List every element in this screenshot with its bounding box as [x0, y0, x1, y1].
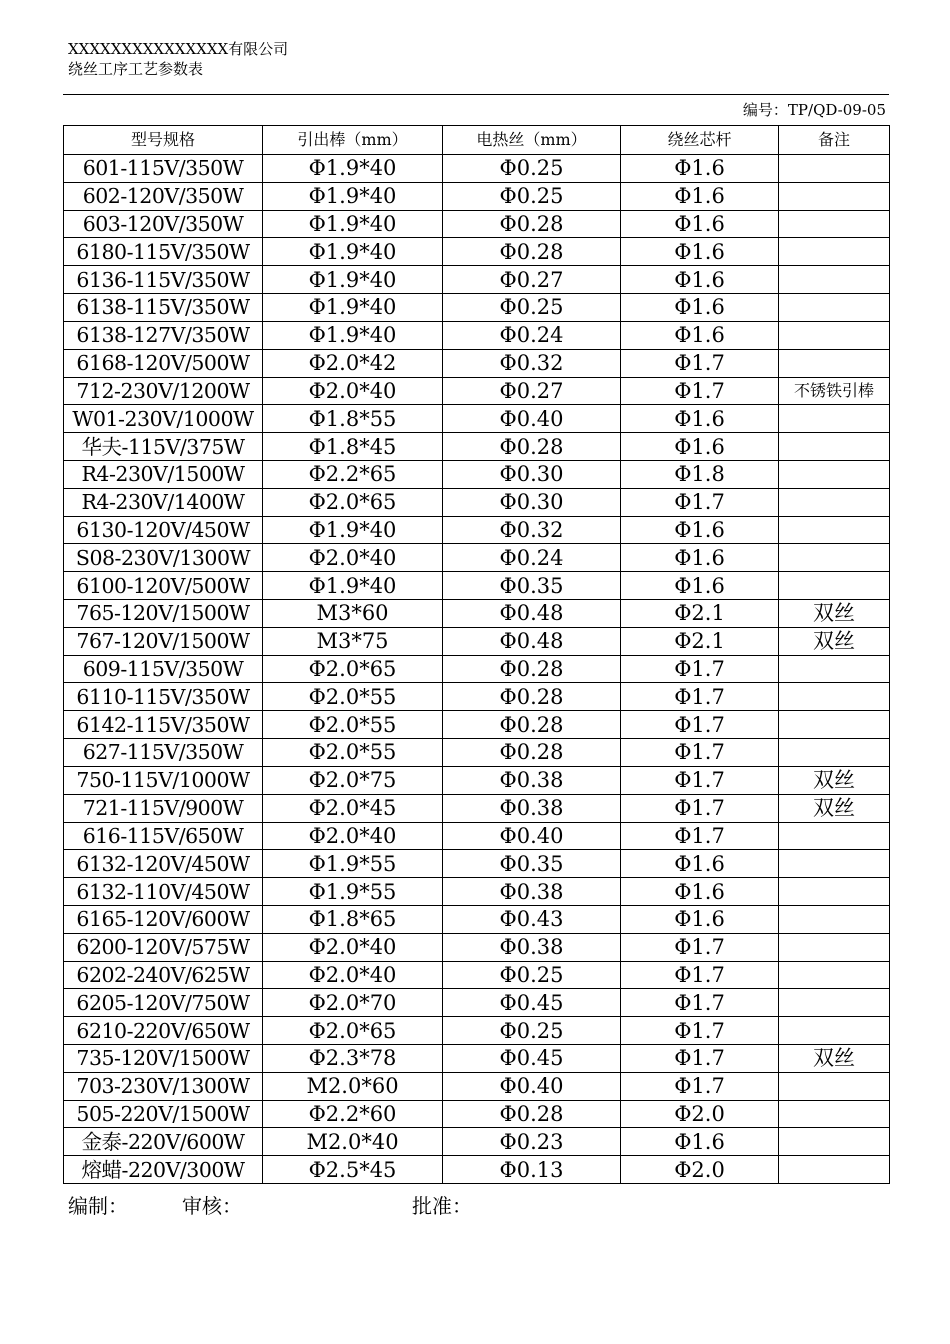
cell-lead-rod: Φ1.9*40 [263, 266, 443, 294]
cell-mandrel: Φ1.6 [621, 182, 779, 210]
cell-heating-wire: Φ0.27 [443, 266, 621, 294]
table-row [64, 460, 890, 488]
table-row [64, 1045, 890, 1073]
cell-model: 6110-115V/350W [64, 683, 263, 711]
table-row [64, 405, 890, 433]
cell-lead-rod: Φ1.9*55 [263, 850, 443, 878]
cell-model: 6138-115V/350W [64, 294, 263, 322]
table-row [64, 711, 890, 739]
cell-model: 765-120V/1500W [64, 600, 263, 628]
cell-model: W01-230V/1000W [64, 405, 263, 433]
cell-lead-rod: Φ2.0*42 [263, 349, 443, 377]
cell-heating-wire: Φ0.40 [443, 822, 621, 850]
prepared-by-label: 编制： [68, 1194, 128, 1218]
cell-mandrel: Φ1.6 [621, 266, 779, 294]
cell-lead-rod: Φ1.9*55 [263, 878, 443, 906]
table-row [64, 488, 890, 516]
cell-remarks [779, 294, 890, 322]
table-row [64, 572, 890, 600]
cell-model: 616-115V/650W [64, 822, 263, 850]
cell-mandrel: Φ1.7 [621, 794, 779, 822]
cell-remarks [779, 238, 890, 266]
cell-lead-rod: Φ2.0*70 [263, 989, 443, 1017]
cell-lead-rod: Φ2.0*40 [263, 822, 443, 850]
cell-mandrel: Φ2.1 [621, 600, 779, 628]
table-row [64, 961, 890, 989]
cell-heating-wire: Φ0.38 [443, 794, 621, 822]
cell-heating-wire: Φ0.28 [443, 683, 621, 711]
table-row [64, 266, 890, 294]
table-row [64, 321, 890, 349]
table-row [64, 905, 890, 933]
document-number: 编号：TP/QD-09-05 [742, 101, 886, 119]
cell-heating-wire: Φ0.43 [443, 905, 621, 933]
cell-remarks [779, 349, 890, 377]
table-row [64, 850, 890, 878]
cell-lead-rod: Φ1.9*40 [263, 572, 443, 600]
cell-mandrel: Φ1.7 [621, 655, 779, 683]
table-header-row [64, 126, 890, 155]
cell-heating-wire: Φ0.45 [443, 1045, 621, 1073]
cell-model: 6168-120V/500W [64, 349, 263, 377]
cell-heating-wire: Φ0.25 [443, 961, 621, 989]
table-row [64, 766, 890, 794]
table-row [64, 1156, 890, 1184]
cell-remarks [779, 989, 890, 1017]
cell-heating-wire: Φ0.28 [443, 739, 621, 767]
cell-mandrel: Φ1.7 [621, 1017, 779, 1045]
cell-heating-wire: Φ0.25 [443, 1017, 621, 1045]
cell-heating-wire: Φ0.28 [443, 1100, 621, 1128]
cell-model: 华夫-115V/375W [64, 433, 263, 461]
cell-mandrel: Φ1.6 [621, 878, 779, 906]
cell-remarks [779, 961, 890, 989]
cell-model: 721-115V/900W [64, 794, 263, 822]
cell-model: 6202-240V/625W [64, 961, 263, 989]
cell-lead-rod: Φ2.2*60 [263, 1100, 443, 1128]
cell-mandrel: Φ1.7 [621, 739, 779, 767]
cell-heating-wire: Φ0.25 [443, 182, 621, 210]
cell-lead-rod: Φ1.9*40 [263, 294, 443, 322]
cell-lead-rod: Φ1.8*45 [263, 433, 443, 461]
cell-remarks: 双丝 [779, 600, 890, 628]
cell-mandrel: Φ1.7 [621, 822, 779, 850]
table-row [64, 822, 890, 850]
reviewed-by-label: 审核： [182, 1194, 242, 1218]
cell-lead-rod: Φ1.8*55 [263, 405, 443, 433]
cell-heating-wire: Φ0.38 [443, 878, 621, 906]
cell-lead-rod: Φ1.9*40 [263, 155, 443, 183]
cell-heating-wire: Φ0.28 [443, 433, 621, 461]
cell-model: 6180-115V/350W [64, 238, 263, 266]
cell-heating-wire: Φ0.40 [443, 405, 621, 433]
cell-remarks [779, 822, 890, 850]
cell-heating-wire: Φ0.35 [443, 572, 621, 600]
cell-remarks [779, 1100, 890, 1128]
cell-heating-wire: Φ0.24 [443, 544, 621, 572]
cell-model: 505-220V/1500W [64, 1100, 263, 1128]
cell-mandrel: Φ1.7 [621, 683, 779, 711]
cell-mandrel: Φ2.0 [621, 1100, 779, 1128]
cell-mandrel: Φ1.6 [621, 544, 779, 572]
cell-model: 6132-110V/450W [64, 878, 263, 906]
cell-mandrel: Φ1.6 [621, 516, 779, 544]
cell-remarks [779, 1017, 890, 1045]
table-row [64, 933, 890, 961]
cell-lead-rod: Φ1.9*40 [263, 238, 443, 266]
cell-heating-wire: Φ0.27 [443, 377, 621, 405]
cell-model: 6165-120V/600W [64, 905, 263, 933]
cell-heating-wire: Φ0.38 [443, 933, 621, 961]
cell-lead-rod: M3*75 [263, 627, 443, 655]
cell-lead-rod: M3*60 [263, 600, 443, 628]
table-row [64, 655, 890, 683]
cell-mandrel: Φ1.7 [621, 1072, 779, 1100]
cell-remarks [779, 1128, 890, 1156]
cell-model: 6142-115V/350W [64, 711, 263, 739]
cell-mandrel: Φ1.7 [621, 961, 779, 989]
table-row [64, 683, 890, 711]
cell-model: 6200-120V/575W [64, 933, 263, 961]
cell-model: 601-115V/350W [64, 155, 263, 183]
table-row [64, 878, 890, 906]
cell-remarks [779, 460, 890, 488]
cell-remarks [779, 1156, 890, 1184]
cell-mandrel: Φ1.7 [621, 711, 779, 739]
header-divider [63, 94, 889, 95]
cell-remarks [779, 516, 890, 544]
table-row [64, 433, 890, 461]
cell-model: 6210-220V/650W [64, 1017, 263, 1045]
cell-lead-rod: Φ2.0*45 [263, 794, 443, 822]
cell-mandrel: Φ1.6 [621, 905, 779, 933]
cell-model: 627-115V/350W [64, 739, 263, 767]
cell-heating-wire: Φ0.28 [443, 210, 621, 238]
table-row [64, 739, 890, 767]
cell-lead-rod: Φ2.0*55 [263, 711, 443, 739]
cell-remarks: 双丝 [779, 627, 890, 655]
cell-mandrel: Φ1.7 [621, 1045, 779, 1073]
cell-remarks [779, 711, 890, 739]
cell-model: 712-230V/1200W [64, 377, 263, 405]
table-row [64, 516, 890, 544]
cell-model: 735-120V/1500W [64, 1045, 263, 1073]
table-row [64, 238, 890, 266]
cell-lead-rod: Φ2.2*65 [263, 460, 443, 488]
cell-lead-rod: Φ2.0*55 [263, 739, 443, 767]
cell-mandrel: Φ1.7 [621, 989, 779, 1017]
cell-lead-rod: Φ2.0*65 [263, 1017, 443, 1045]
cell-model: 6130-120V/450W [64, 516, 263, 544]
cell-model: R4-230V/1400W [64, 488, 263, 516]
cell-lead-rod: Φ1.8*65 [263, 905, 443, 933]
table-row [64, 349, 890, 377]
table-row [64, 182, 890, 210]
cell-remarks [779, 433, 890, 461]
table-body [64, 155, 890, 1184]
cell-lead-rod: Φ2.0*65 [263, 655, 443, 683]
cell-heating-wire: Φ0.24 [443, 321, 621, 349]
cell-heating-wire: Φ0.32 [443, 516, 621, 544]
cell-model: 熔蜡-220V/300W [64, 1156, 263, 1184]
cell-mandrel: Φ1.6 [621, 572, 779, 600]
cell-model: 703-230V/1300W [64, 1072, 263, 1100]
cell-model: 6205-120V/750W [64, 989, 263, 1017]
cell-heating-wire: Φ0.28 [443, 238, 621, 266]
cell-remarks [779, 878, 890, 906]
table-row [64, 210, 890, 238]
cell-mandrel: Φ1.6 [621, 210, 779, 238]
cell-heating-wire: Φ0.25 [443, 155, 621, 183]
table-row [64, 794, 890, 822]
cell-lead-rod: Φ2.0*40 [263, 961, 443, 989]
cell-heating-wire: Φ0.28 [443, 655, 621, 683]
cell-remarks [779, 572, 890, 600]
cell-mandrel: Φ1.7 [621, 933, 779, 961]
cell-lead-rod: M2.0*40 [263, 1128, 443, 1156]
cell-lead-rod: Φ2.0*40 [263, 377, 443, 405]
cell-mandrel: Φ1.6 [621, 405, 779, 433]
cell-heating-wire: Φ0.38 [443, 766, 621, 794]
cell-lead-rod: Φ2.0*40 [263, 933, 443, 961]
cell-mandrel: Φ1.6 [621, 321, 779, 349]
parameter-table [63, 125, 890, 1184]
cell-heating-wire: Φ0.28 [443, 711, 621, 739]
document-title: 绕丝工序工艺参数表 [68, 60, 204, 78]
cell-mandrel: Φ1.7 [621, 377, 779, 405]
cell-remarks [779, 544, 890, 572]
cell-heating-wire: Φ0.25 [443, 294, 621, 322]
cell-lead-rod: Φ1.9*40 [263, 516, 443, 544]
cell-mandrel: Φ1.6 [621, 1128, 779, 1156]
table-row [64, 600, 890, 628]
approved-by-label: 批准： [412, 1194, 472, 1218]
cell-heating-wire: Φ0.30 [443, 460, 621, 488]
cell-model: 602-120V/350W [64, 182, 263, 210]
cell-remarks [779, 321, 890, 349]
table-row [64, 155, 890, 183]
cell-model: 6100-120V/500W [64, 572, 263, 600]
cell-model: 6136-115V/350W [64, 266, 263, 294]
table-row [64, 1072, 890, 1100]
cell-heating-wire: Φ0.35 [443, 850, 621, 878]
cell-remarks [779, 655, 890, 683]
cell-model: 603-120V/350W [64, 210, 263, 238]
cell-heating-wire: Φ0.45 [443, 989, 621, 1017]
cell-mandrel: Φ1.7 [621, 766, 779, 794]
cell-lead-rod: Φ2.5*45 [263, 1156, 443, 1184]
table-row [64, 377, 890, 405]
table-row [64, 1017, 890, 1045]
cell-remarks: 双丝 [779, 766, 890, 794]
cell-model: 6132-120V/450W [64, 850, 263, 878]
cell-mandrel: Φ1.6 [621, 850, 779, 878]
cell-model: 6138-127V/350W [64, 321, 263, 349]
table-row [64, 627, 890, 655]
cell-mandrel: Φ1.6 [621, 294, 779, 322]
cell-lead-rod: M2.0*60 [263, 1072, 443, 1100]
cell-remarks [779, 933, 890, 961]
cell-mandrel: Φ1.6 [621, 433, 779, 461]
cell-model: 767-120V/1500W [64, 627, 263, 655]
cell-mandrel: Φ2.0 [621, 1156, 779, 1184]
table-row [64, 989, 890, 1017]
company-name: XXXXXXXXXXXXXXX有限公司 [68, 40, 289, 58]
cell-remarks [779, 905, 890, 933]
column-header-heating-wire: 电热丝（mm） [443, 126, 621, 155]
cell-lead-rod: Φ2.0*55 [263, 683, 443, 711]
cell-heating-wire: Φ0.40 [443, 1072, 621, 1100]
cell-mandrel: Φ1.7 [621, 488, 779, 516]
cell-remarks [779, 850, 890, 878]
table-row [64, 1128, 890, 1156]
table-row [64, 294, 890, 322]
cell-remarks [779, 739, 890, 767]
cell-model: 750-115V/1000W [64, 766, 263, 794]
cell-model: 609-115V/350W [64, 655, 263, 683]
cell-lead-rod: Φ1.9*40 [263, 210, 443, 238]
cell-lead-rod: Φ1.9*40 [263, 182, 443, 210]
cell-lead-rod: Φ2.0*65 [263, 488, 443, 516]
cell-model: S08-230V/1300W [64, 544, 263, 572]
cell-heating-wire: Φ0.32 [443, 349, 621, 377]
cell-heating-wire: Φ0.13 [443, 1156, 621, 1184]
column-header-remarks: 备注 [779, 126, 890, 155]
cell-remarks [779, 405, 890, 433]
cell-remarks: 不锈铁引棒 [779, 377, 890, 405]
cell-lead-rod: Φ2.0*40 [263, 544, 443, 572]
cell-heating-wire: Φ0.23 [443, 1128, 621, 1156]
cell-remarks [779, 182, 890, 210]
column-header-lead-rod: 引出棒（mm） [263, 126, 443, 155]
column-header-model: 型号规格 [64, 126, 263, 155]
cell-remarks: 双丝 [779, 794, 890, 822]
cell-remarks [779, 488, 890, 516]
cell-remarks [779, 266, 890, 294]
cell-mandrel: Φ1.6 [621, 238, 779, 266]
cell-mandrel: Φ1.8 [621, 460, 779, 488]
cell-remarks [779, 155, 890, 183]
cell-model: 金泰-220V/600W [64, 1128, 263, 1156]
cell-remarks [779, 210, 890, 238]
cell-remarks: 双丝 [779, 1045, 890, 1073]
cell-mandrel: Φ2.1 [621, 627, 779, 655]
cell-heating-wire: Φ0.30 [443, 488, 621, 516]
table-row [64, 544, 890, 572]
cell-model: R4-230V/1500W [64, 460, 263, 488]
table-row [64, 1100, 890, 1128]
cell-remarks [779, 683, 890, 711]
cell-lead-rod: Φ2.3*78 [263, 1045, 443, 1073]
cell-remarks [779, 1072, 890, 1100]
cell-mandrel: Φ1.6 [621, 155, 779, 183]
cell-mandrel: Φ1.7 [621, 349, 779, 377]
cell-lead-rod: Φ1.9*40 [263, 321, 443, 349]
column-header-mandrel: 绕丝芯杆 [621, 126, 779, 155]
cell-lead-rod: Φ2.0*75 [263, 766, 443, 794]
cell-heating-wire: Φ0.48 [443, 627, 621, 655]
cell-heating-wire: Φ0.48 [443, 600, 621, 628]
